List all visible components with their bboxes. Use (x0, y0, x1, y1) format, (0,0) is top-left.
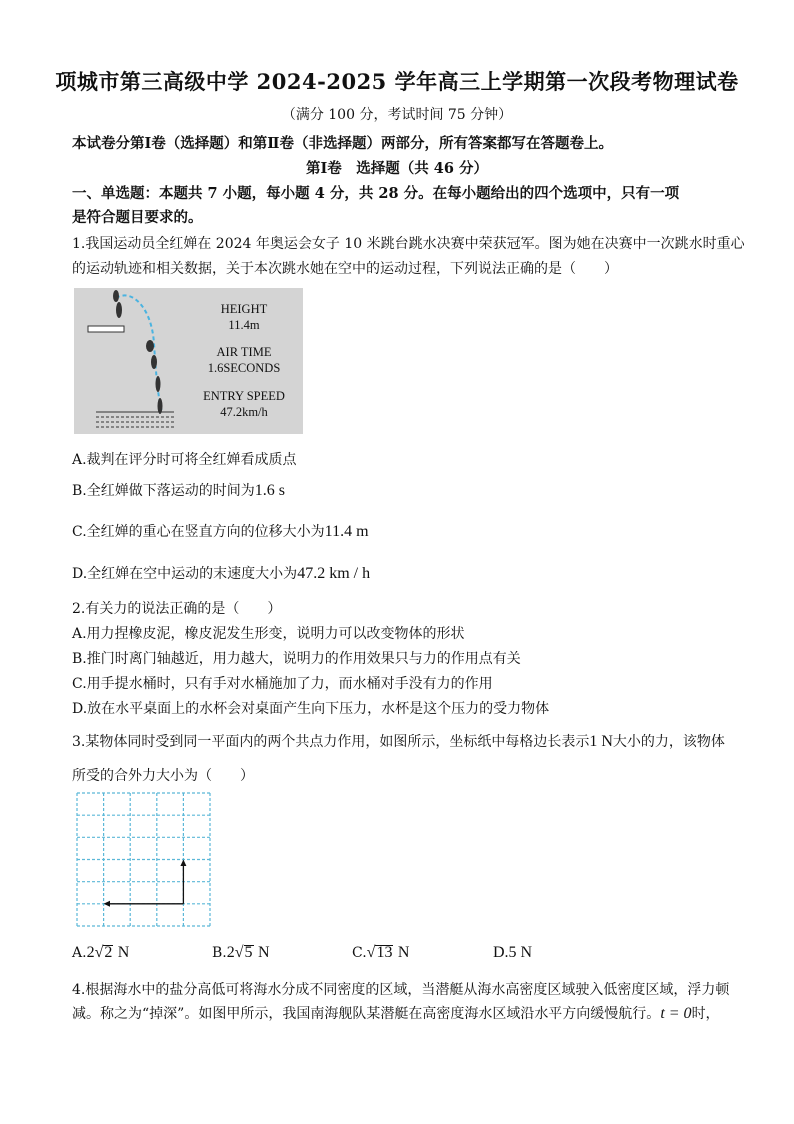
air-time-value: 1.6SECONDS (207, 361, 281, 375)
q4-stem-line2: 减。称之为“掉深”。如图甲所示，我国南海舰队某潜艇在高密度海水区域沿水平方向缓慢航行。t = 0时， (72, 1005, 720, 1022)
q3-option-b: B.2√5 N (212, 944, 270, 961)
exam-title: 项城市第三高级中学 2024-2025 学年高三上学期第一次段考物理试卷 (55, 69, 739, 94)
grid-lines (77, 793, 210, 926)
q1-stem-line1: 1.我国运动员全红婵在 2024 年奥运会女子 10 米跳台跳水决赛中荣获冠军。图为她在决赛中一次跳水时重心 (72, 236, 745, 252)
q1-option-c: C.全红婵的重心在竖直方向的位移大小为11.4 m (72, 523, 369, 540)
q1-option-d: D.全红婵在空中运动的末速度大小为47.2 km / h (72, 565, 371, 582)
diving-platform (88, 326, 124, 332)
part-title: 第Ⅰ卷 选择题（共 46 分） (305, 160, 489, 177)
q2-stem: 2.有关力的说法正确的是（ ） (72, 601, 282, 617)
force-arrow-vertical (180, 860, 186, 904)
height-value: 11.4m (228, 318, 260, 332)
q2-option-d: D.放在水平桌面上的水杯会对桌面产生向下压力，水杯是这个压力的受力物体 (72, 701, 550, 717)
q3-option-c: C.√13 N (352, 944, 410, 961)
height-label: HEIGHT (220, 302, 268, 316)
entry-speed-value: 47.2km/h (220, 405, 268, 419)
q2-option-a: A.用力捏橡皮泥，橡皮泥发生形变，说明力可以改变物体的形状 (72, 626, 465, 642)
q3-stem-line1: 3.某物体同时受到同一平面内的两个共点力作用，如图所示，坐标纸中每格边长表示1 N大小的力，该物体 (72, 733, 725, 750)
water-surface (96, 412, 174, 427)
section-heading-line2: 是符合题目要求的。 (72, 209, 203, 226)
q4-stem-line1: 4.根据海水中的盐分高低可将海水分成不同密度的区域，当潜艇从海水高密度区域驶入低密度区域，浮力顿 (72, 982, 730, 998)
q3-stem-line2: 所受的合外力大小为（ ） (72, 768, 254, 784)
q2-option-b: B.推门时离门轴越近，用力越大，说明力的作用效果只与力的作用点有关 (72, 651, 521, 667)
exam-subtitle: （满分 100 分，考试时间 75 分钟） (281, 107, 513, 123)
q1-stem-line2: 的运动轨迹和相关数据，关于本次跳水她在空中的运动过程，下列说法正确的是（ ） (72, 261, 618, 277)
q1-option-b: B.全红婵做下落运动的时间为1.6 s (72, 482, 285, 499)
q1-option-a: A.裁判在评分时可将全红婵看成质点 (72, 452, 297, 468)
q3-option-a: A.2√2 N (72, 944, 130, 961)
entry-speed-label: ENTRY SPEED (203, 389, 285, 403)
trajectory-path (116, 295, 162, 412)
force-arrow-horizontal (104, 901, 184, 907)
section-heading-line1: 一、单选题：本题共 7 小题，每小题 4 分，共 28 分。在每小题给出的四个选项中，只有一项 (72, 185, 680, 202)
q1-diving-figure (74, 288, 303, 434)
force-grid-diagram (74, 790, 214, 930)
q3-option-d: D.5 N (493, 944, 533, 961)
q2-option-c: C.用手提水桶时，只有手对水桶施加了力，而水桶对手没有力的作用 (72, 676, 493, 692)
instructions: 本试卷分第Ⅰ卷（选择题）和第Ⅱ卷（非选择题）两部分，所有答案都写在答题卷上。 (72, 135, 613, 152)
air-time-label: AIR TIME (216, 345, 272, 359)
q3-force-grid (74, 790, 214, 934)
